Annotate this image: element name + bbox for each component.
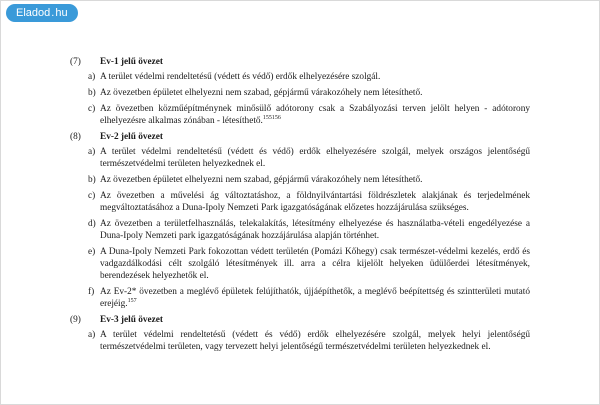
section-8 [70, 131, 530, 310]
list-item [70, 174, 530, 186]
list-item [70, 71, 530, 83]
section-number: (7) [70, 57, 81, 67]
logo-brand: Eladod [16, 7, 51, 19]
item-text: Az övezetben épületet elhelyezni nem szabad, gépjármű várakozóhely nem létesíthető. [100, 88, 423, 98]
section-9 [70, 314, 530, 353]
section-heading [70, 314, 530, 326]
footnote-ref[interactable]: 157 [127, 297, 137, 304]
list-item [70, 87, 530, 99]
section-heading [70, 56, 530, 68]
list-item [70, 103, 530, 127]
item-letter: b) [88, 88, 96, 98]
section-heading [70, 131, 530, 143]
section-number: (8) [70, 132, 81, 142]
list-item [70, 246, 530, 282]
footnote-ref[interactable]: 155156 [262, 114, 281, 121]
logo-dot: . [51, 7, 55, 19]
item-text: Az övezetben épületet elhelyezni nem szabad, gépjármű várakozóhely nem létesíthető. [100, 175, 423, 185]
list-item [70, 190, 530, 214]
item-text: A Duna-Ipoly Nemzeti Park fokozottan védett területén (Pomázi Kőhegy) csak természet-védelmi kezelés, erdő és vadgazdálkodási célt szolgáló létesítmények ill. arra a célra kijelölt helyeken üdülőerdei létesítmények, berendezések helyezhetők el. [100, 247, 530, 281]
list-item [70, 329, 530, 353]
item-text: A terület védelmi rendeltetésű (védett és védő) erdők elhelyezésére szolgál. [100, 72, 381, 82]
section-number: (9) [70, 315, 81, 325]
item-text: A terület védelmi rendeltetésű (védett és védő) erdők elhelyezésére szolgál, melyek helyi jelentőségű természetvédelmi területen, vagy tervezett helyi jelentőségű természetvédelmi területen helyezkednek el. [100, 330, 530, 352]
item-letter: a) [88, 147, 96, 157]
item-text: Az övezetben a területfelhasználás, telekalakítás, létesítmény elhelyezése és használatba-vételi engedélyezése a Duna-Ipoly Nemzeti park igazgatóságának hozzájárulása alapján történhet. [100, 219, 530, 241]
section-title: Ev-3 jelű övezet [100, 315, 163, 325]
item-letter: f) [88, 287, 95, 297]
section-title: Ev-1 jelű övezet [100, 57, 163, 67]
list-item [70, 286, 530, 310]
item-text: Az övezetben közműépítménynek minősülő adótorony csak a Szabályozási terven jelölt helyen - adótorony elhelyezésre alkalmas zónában - létesíthető.$^{155156}$ [100, 104, 530, 126]
item-letter: d) [88, 219, 96, 229]
item-text: Az Ev-2* övezetben a meglévő épületek felújíthatók, újjáépíthetők, a meglévő beépítettség és szintterületi mutató erejéig.$^{157}$ [100, 287, 530, 309]
item-letter: a) [88, 72, 96, 82]
logo-tld: hu [55, 7, 68, 19]
item-text: A terület védelmi rendeltetésű (védett és védő) erdők elhelyezésére szolgál, melyek országos jelentőségű természetvédelmi területen helyezkednek el. [100, 147, 530, 169]
item-letter: b) [88, 175, 96, 185]
list-item [70, 218, 530, 242]
item-letter: c) [88, 104, 96, 114]
document-body [70, 56, 530, 357]
item-letter: e) [88, 247, 96, 257]
item-text: Az övezetben a művelési ág változtatáshoz, a földnyilvántartási földrészletek alakjának és terjedelmének megváltoztatásához a Duna-Ipoly Nemzeti Park igazgatóságának előzetes hozzájárulása szükséges. [100, 191, 530, 213]
section-7 [70, 56, 530, 127]
site-logo[interactable] [6, 4, 78, 22]
item-letter: c) [88, 191, 96, 201]
section-title: Ev-2 jelű övezet [100, 132, 163, 142]
item-letter: a) [88, 330, 96, 340]
list-item [70, 146, 530, 170]
